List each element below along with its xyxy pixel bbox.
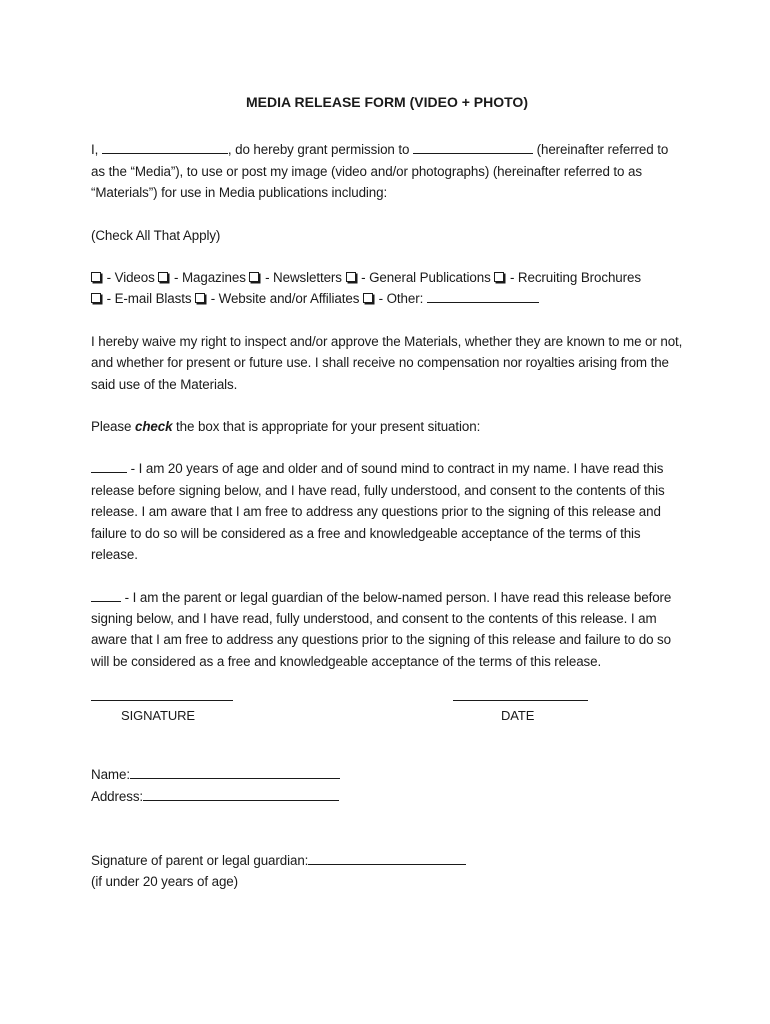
newsletters-checkbox[interactable]	[249, 272, 259, 282]
please-text: Please	[91, 419, 135, 435]
option-website	[195, 291, 359, 306]
signature-row	[91, 700, 683, 744]
intro-paragraph	[91, 139, 683, 203]
date-label: DATE	[501, 708, 535, 724]
check-emphasis: check	[134, 419, 173, 435]
guardian-signature-label: Signature of parent or legal guardian:	[91, 852, 309, 868]
guardian-check-blank[interactable]	[91, 588, 121, 602]
guardian-option-text: - I am the parent or legal guardian of the below-named person. I have read this release before signing below, and I have read, fully understood, and consent to the contents of this release. I am aware that I am free to address any questions prior to the signing of this release and failure to do so will be considered as a free and knowledgeable acceptance of the terms of this release.	[91, 589, 672, 669]
instruction-paragraph	[91, 416, 683, 437]
name-blank[interactable]	[102, 140, 228, 154]
videos-label: - Videos	[106, 270, 155, 286]
general-publications-checkbox[interactable]	[346, 272, 356, 282]
signature-line[interactable]	[91, 700, 233, 701]
address-label: Address:	[91, 788, 144, 804]
options-list	[91, 267, 683, 310]
intro-lead: I,	[91, 142, 102, 158]
option-newsletters	[249, 270, 341, 285]
option-email-blasts	[91, 291, 191, 306]
other-checkbox[interactable]	[363, 293, 373, 303]
guardian-signature-field[interactable]	[308, 851, 466, 865]
signature-label: SIGNATURE	[121, 708, 195, 724]
magazines-label: - Magazines	[173, 270, 246, 286]
form-body	[91, 92, 683, 893]
videos-checkbox[interactable]	[91, 272, 101, 282]
option-other	[363, 291, 539, 306]
magazines-checkbox[interactable]	[158, 272, 168, 282]
address-row	[91, 786, 683, 807]
other-label: - Other:	[378, 291, 427, 307]
waiver-paragraph: I hereby waive my right to inspect and/or approve the Materials, whether they are known to me or not, and whether for present or future use. I shall receive no compensation nor royalties arising from the said use of the Materials.	[91, 333, 683, 392]
grantee-blank[interactable]	[413, 140, 533, 154]
name-label: Name:	[91, 767, 130, 783]
option-general-publications	[346, 270, 491, 285]
adult-check-blank[interactable]	[91, 459, 127, 473]
website-label: - Website and/or Affiliates	[210, 291, 360, 307]
guardian-signature-block	[91, 850, 683, 893]
under-20-note: (if under 20 years of age)	[91, 874, 239, 890]
newsletters-label: - Newsletters	[265, 270, 342, 286]
adult-option-text: - I am 20 years of age and older and of sound mind to contract in my name. I have read this release before signing below, and I have read, fully understood, and consent to the contents of this release. I am aware that I am free to address any questions prior to the signing of this release and failure to do so will be considered as a free and knowledgeable acceptance of the terms of this release.	[91, 461, 665, 563]
adult-option-paragraph	[91, 458, 683, 565]
option-magazines	[158, 270, 245, 285]
guardian-signature-row	[91, 850, 683, 871]
website-checkbox[interactable]	[195, 293, 205, 303]
date-line[interactable]	[453, 700, 588, 701]
other-blank[interactable]	[427, 289, 539, 303]
intro-part-a: , do hereby grant permission to	[227, 142, 413, 158]
name-row	[91, 764, 683, 785]
recruiting-brochures-label: - Recruiting Brochures	[509, 270, 641, 286]
name-field[interactable]	[130, 765, 340, 779]
email-blasts-label: - E-mail Blasts	[106, 291, 192, 307]
general-publications-label: - General Publications	[361, 270, 491, 286]
email-blasts-checkbox[interactable]	[91, 293, 101, 303]
page-title: MEDIA RELEASE FORM (VIDEO + PHOTO)	[246, 94, 528, 110]
recruiting-brochures-checkbox[interactable]	[494, 272, 504, 282]
address-field[interactable]	[143, 787, 339, 801]
option-videos	[91, 270, 155, 285]
instruction-rest: the box that is appropriate for your present situation:	[172, 419, 481, 435]
check-all-instruction: (Check All That Apply)	[91, 227, 221, 243]
contact-block	[91, 764, 683, 807]
option-recruiting-brochures	[494, 270, 641, 285]
intro-part-b: (hereinafter referred to as the “Media”), to use or post my image (video and/or photographs) (hereinafter referred to as “Materials”) for use in Media publications including:	[91, 142, 669, 201]
guardian-option-paragraph	[91, 587, 683, 673]
